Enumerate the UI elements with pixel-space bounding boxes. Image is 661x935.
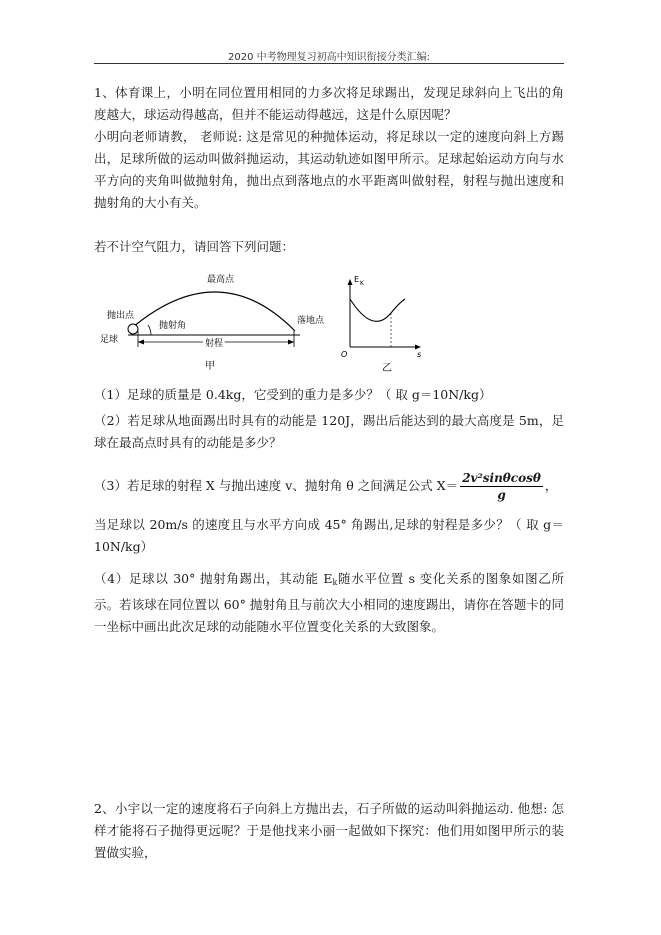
- figure-jia: [100, 273, 325, 372]
- range-arrow-left-head: [138, 340, 144, 345]
- caption-yi: 乙: [382, 363, 392, 374]
- q4-part-a: （4）足球以 30° 抛射角踢出，其动能 E: [94, 571, 333, 586]
- range-formula: [460, 470, 543, 503]
- label-range: 射程: [205, 339, 224, 349]
- problem2-text: 2、小宇以一定的速度将石子向斜上方抛出去，石子所做的运动叫斜抛运动. 他想: 怎样才能将石子抛得更远呢？于是他找来小丽一起做如下探究：他们用如图甲所示的装置做实验，: [94, 801, 564, 860]
- problem1-condition: 若不计空气阻力，请回答下列问题：: [94, 239, 295, 254]
- question-2: （2）若足球从地面踢出时具有的动能是 120J，踢出后能达到的最大高度是 5m，足球在最高点时具有的动能是多少？: [94, 413, 564, 450]
- caption-jia: 甲: [205, 361, 215, 372]
- q3-suffix: ，: [544, 478, 558, 493]
- question-1: （1）足球的质量是 0.4kg，它受到的重力是多少？（ 取 g＝10N/kg）: [94, 387, 492, 402]
- label-angle: 抛射角: [159, 321, 187, 331]
- ball-icon: [128, 324, 138, 334]
- figure-area: [95, 265, 425, 375]
- ek-curve: [350, 299, 405, 321]
- formula-denominator: g: [497, 488, 506, 502]
- origin-label: O: [341, 350, 348, 359]
- q4-sub: k: [332, 578, 338, 587]
- y-axis-label: E: [354, 275, 360, 284]
- question-3-cont: 当足球以 20m/s 的速度且与水平方向成 45° 角踢出,足球的射程是多少？（ 取 g＝10N/kg）: [94, 517, 564, 554]
- question-4: [94, 568, 564, 638]
- label-launch-point: 抛出点: [107, 311, 135, 321]
- q4-part-b: 随水平位置 s 变化关系的图象如图乙所示。若该球在同位置以 60° 抛射角且与前次大小相同的速度踢出，请你在答题卡的同一坐标中画出此次足球的动能随水平位置变化关系的大致图象。: [94, 571, 564, 634]
- formula-numerator: 2v²sinθcosθ: [462, 471, 541, 485]
- question-3: [94, 470, 564, 503]
- header-rule: [94, 63, 564, 64]
- problem1-intro: 1、体育课上，小明在同位置用相同的力多次将足球踢出，发现足球斜向上飞出的角度越大，球运动得越高，但并不能运动得越远，这是什么原因呢？: [94, 85, 564, 122]
- trajectory-curve: [133, 292, 295, 331]
- y-axis-sub: K: [360, 280, 364, 287]
- x-axis-label: s: [417, 350, 422, 359]
- q3-prefix: （3）若足球的射程 X 与抛出速度 v、抛射角 θ 之间满足公式 X＝: [94, 478, 459, 493]
- angle-arc: [148, 325, 151, 335]
- page-header: 2020 中考物理复习初高中知识衔接分类汇编:: [228, 52, 430, 63]
- label-top-point: 最高点: [207, 275, 235, 285]
- figure-yi: [341, 275, 421, 374]
- range-arrow-right-head: [288, 340, 294, 345]
- label-ball: 足球: [100, 335, 119, 345]
- problem1-explain: 小明向老师请教， 老师说: 这是常见的种抛体运动，将足球以一定的速度向斜上方踢出，足球所做的运动叫做斜抛运动，其运动轨迹如图甲所示。足球起始运动方向与水平方向的夹角叫做抛射角，抛出点到落地点的水平距离叫做射程，射程与抛出速度和抛射角的大小有关。: [94, 129, 564, 210]
- label-land-point: 落地点: [297, 316, 325, 326]
